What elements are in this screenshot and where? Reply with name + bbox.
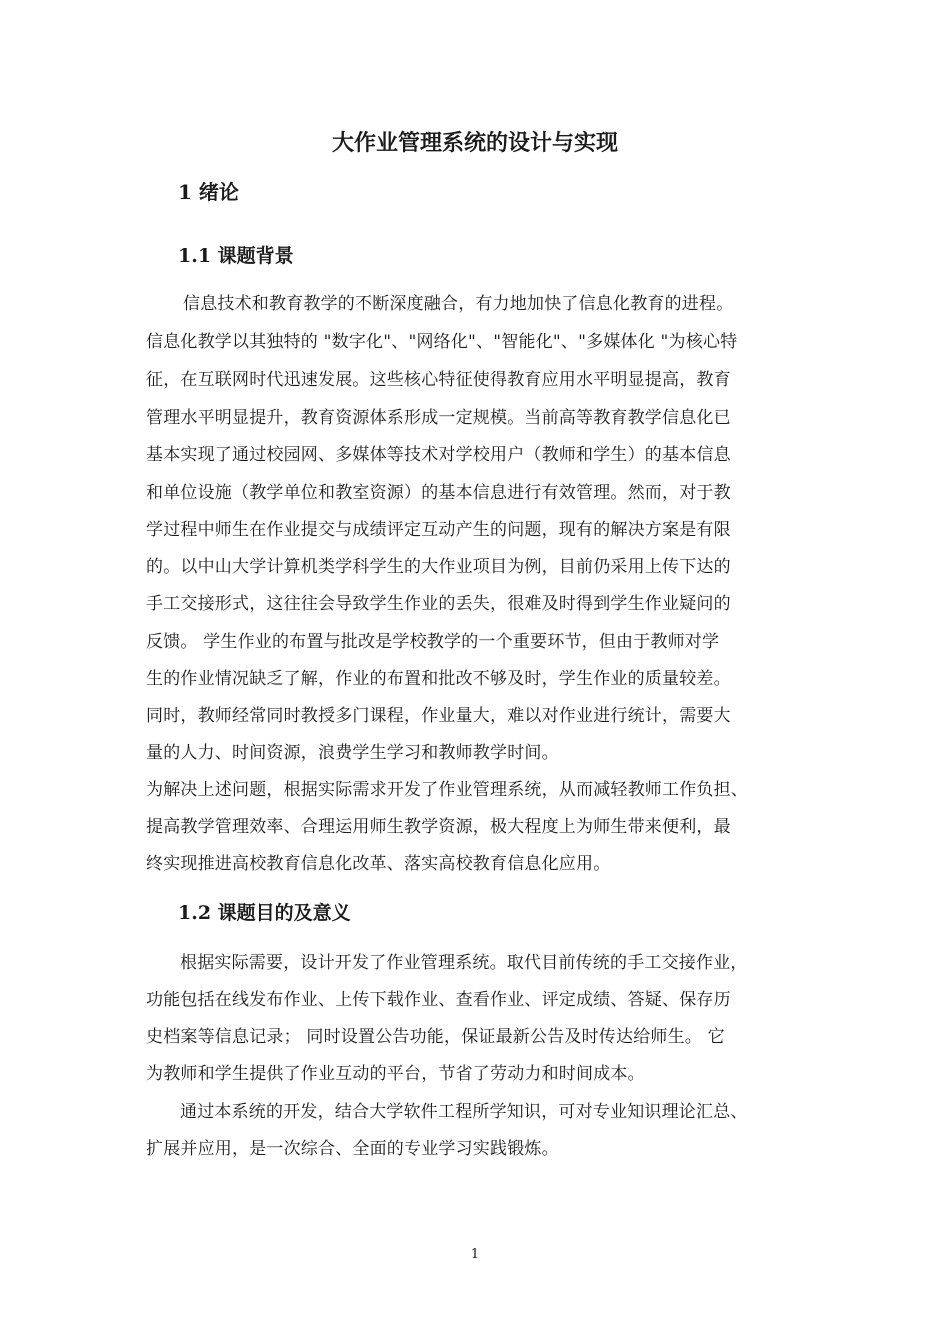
- paragraph-line: 为解决上述问题，根据实际需求开发了作业管理系统，从而减轻教师工作负担、: [146, 780, 748, 800]
- section-heading-1: 1 绪论: [178, 180, 239, 204]
- paragraph-line: 量的人力、时间资源，浪费学生学习和教师教学时间。: [146, 743, 559, 763]
- paragraph-line: 通过本系统的开发，结合大学软件工程所学知识，可对专业知识理论汇总、: [180, 1102, 748, 1122]
- page-number: 1: [470, 1247, 480, 1262]
- paragraph-line: 反馈。 学生作业的布置与批改是学校教学的一个重要环节，但由于教师对学: [146, 632, 720, 652]
- paragraph-line: 和单位设施（教学单位和教室资源）的基本信息进行有效管理。然而，对于教: [146, 483, 731, 503]
- paragraph-line: 手工交接形式，这往往会导致学生作业的丢失，很难及时得到学生作业疑问的: [146, 594, 731, 614]
- paragraph-line: 史档案等信息记录； 同时设置公告功能，保证最新公告及时传达给师生。 它: [146, 1027, 725, 1047]
- paragraph-line: 扩展并应用，是一次综合、全面的专业学习实践锻炼。: [146, 1139, 559, 1159]
- paragraph-line: 征，在互联网时代迅速发展。这些核心特征使得教育应用水平明显提高，教育: [146, 370, 731, 390]
- paragraph-line: 终实现推进高校教育信息化改革、落实高校教育信息化应用。: [146, 854, 611, 874]
- paragraph-line: 基本实现了通过校园网、多媒体等技术对学校用户（教师和学生）的基本信息: [146, 445, 731, 465]
- paragraph-line: 为教师和学生提供了作业互动的平台，节省了劳动力和时间成本。: [146, 1064, 645, 1084]
- paragraph-line: 的。以中山大学计算机类学科学生的大作业项目为例，目前仍采用上传下达的: [146, 557, 731, 577]
- paragraph-line: 学过程中师生在作业提交与成绩评定互动产生的问题，现有的解决方案是有限: [146, 520, 731, 540]
- section-heading-1-1: 1.1 课题背景: [178, 245, 294, 267]
- paragraph-line: 根据实际需要，设计开发了作业管理系统。取代目前传统的手工交接作业，: [180, 953, 748, 973]
- paragraph-line: 管理水平明显提升，教育资源体系形成一定规模。当前高等教育教学信息化已: [146, 408, 731, 428]
- paragraph-line: 信息技术和教育教学的不断深度融合，有力地加快了信息化教育的进程。: [183, 294, 734, 314]
- paragraph-line: 功能包括在线发布作业、上传下载作业、查看作业、评定成绩、答疑、保存历: [146, 990, 731, 1010]
- document-title: 大作业管理系统的设计与实现: [331, 130, 618, 156]
- paragraph-line: 提高教学管理效率、合理运用师生教学资源，极大程度上为师生带来便利，最: [146, 817, 731, 837]
- paragraph-line: 同时，教师经常同时教授多门课程，作业量大，难以对作业进行统计，需要大: [146, 706, 731, 726]
- paragraph-line: 生的作业情况缺乏了解，作业的布置和批改不够及时，学生作业的质量较差。: [146, 669, 731, 689]
- paragraph-line: 信息化教学以其独特的 "数字化"、"网络化"、"智能化"、"多媒体化 "为核心特: [146, 332, 738, 352]
- section-heading-1-2: 1.2 课题目的及意义: [178, 902, 351, 924]
